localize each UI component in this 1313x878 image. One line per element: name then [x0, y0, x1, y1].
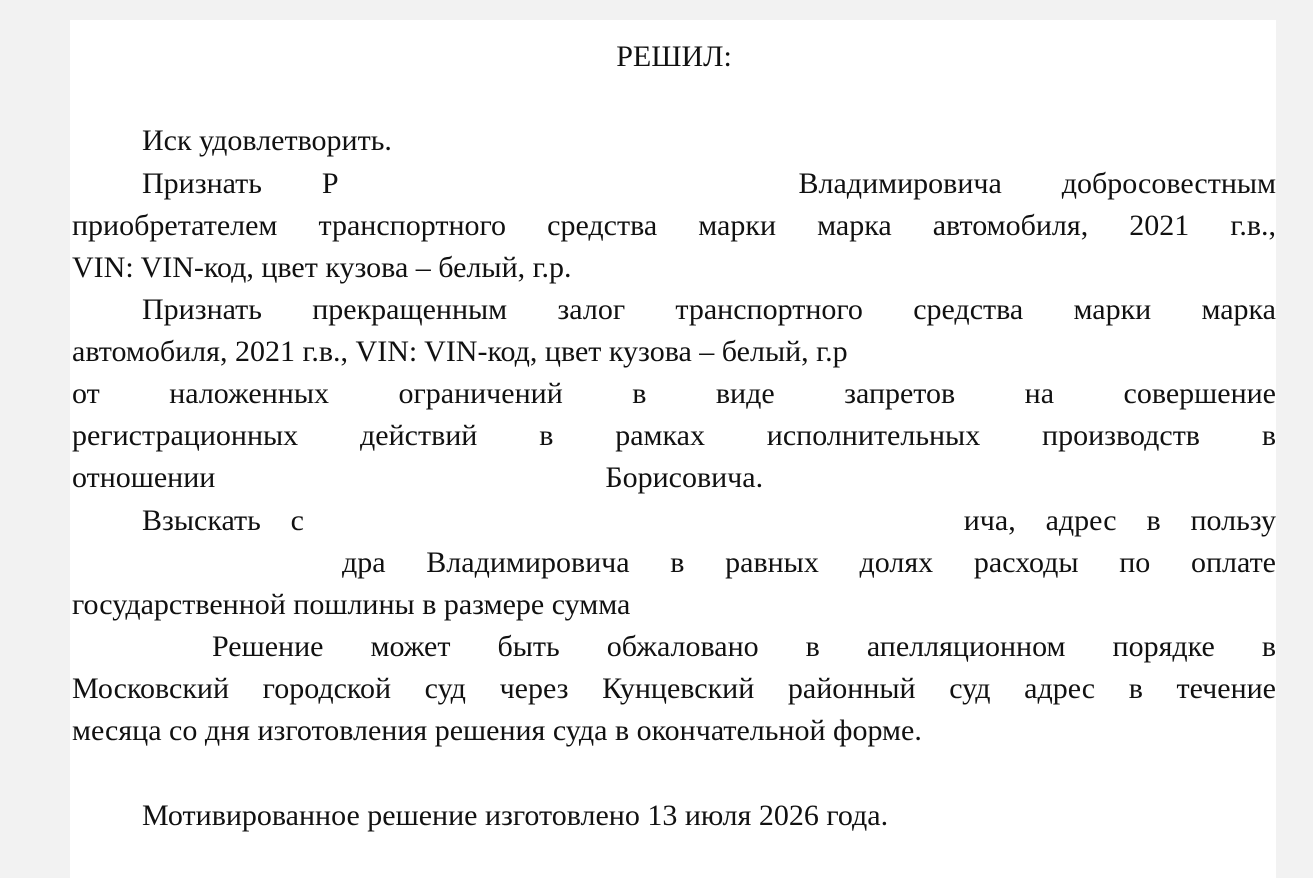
text-fragment: Р: [321, 167, 339, 200]
text-line: [72, 163, 1276, 205]
text-line: государственной пошлины в размере сумма: [72, 588, 631, 621]
text-line: [72, 500, 1276, 542]
text-fragment: отношении: [72, 461, 216, 494]
text-fragment: добросовестным: [1061, 167, 1277, 200]
text-fragment: Взыскать: [142, 504, 261, 537]
text-fragment: с: [290, 504, 304, 537]
text-line: Иск удовлетворить.: [142, 124, 392, 157]
redaction-block: [572, 255, 902, 285]
text-line: Московский городской суд через Кунцевский районный суд адрес в течение: [72, 672, 1276, 705]
text-fragment: Борисовича.: [605, 461, 764, 494]
text-line: от наложенных ограничений в виде запретов на совершение: [72, 377, 1276, 410]
text-line: месяца со дня изготовления решения суда в окончательной форме.: [72, 714, 922, 747]
redaction-block: [848, 339, 1098, 369]
text-fragment: адрес: [1045, 504, 1117, 537]
text-line: Решение может быть обжаловано в апелляционном порядке в: [212, 630, 1276, 663]
text-fragment: VIN: VIN-код, цвет кузова – белый, г.р.: [72, 251, 572, 284]
text-line: дра Владимировича в равных долях расходы по оплате: [342, 546, 1276, 579]
redaction-block: [215, 465, 605, 495]
text-line: регистрационных действий в рамках исполнительных производств в: [72, 419, 1276, 452]
text-fragment: ича,: [963, 504, 1016, 537]
text-line: приобретателем транспортного средства марки марка автомобиля, 2021 г.в.,: [72, 209, 1276, 242]
text-line: [72, 247, 1276, 289]
text-fragment: Признать: [142, 167, 262, 200]
text-fragment: пользу: [1190, 504, 1277, 537]
text-fragment: Владимировича: [798, 167, 1002, 200]
page-title: РЕШИЛ:: [616, 40, 732, 73]
text-line: Признать прекращенным залог транспортного средства марки марка: [142, 293, 1276, 326]
redaction-block: [399, 171, 739, 201]
text-fragment: автомобиля, 2021 г.в., VIN: VIN-код, цвет кузова – белый, г.р: [72, 335, 848, 368]
text-fragment: в: [1146, 504, 1161, 537]
text-line: [72, 457, 1276, 499]
text-line: Мотивированное решение изготовлено 13 июля 2026 года.: [142, 799, 889, 832]
redaction-block: [334, 508, 934, 538]
text-line: [72, 331, 1276, 373]
